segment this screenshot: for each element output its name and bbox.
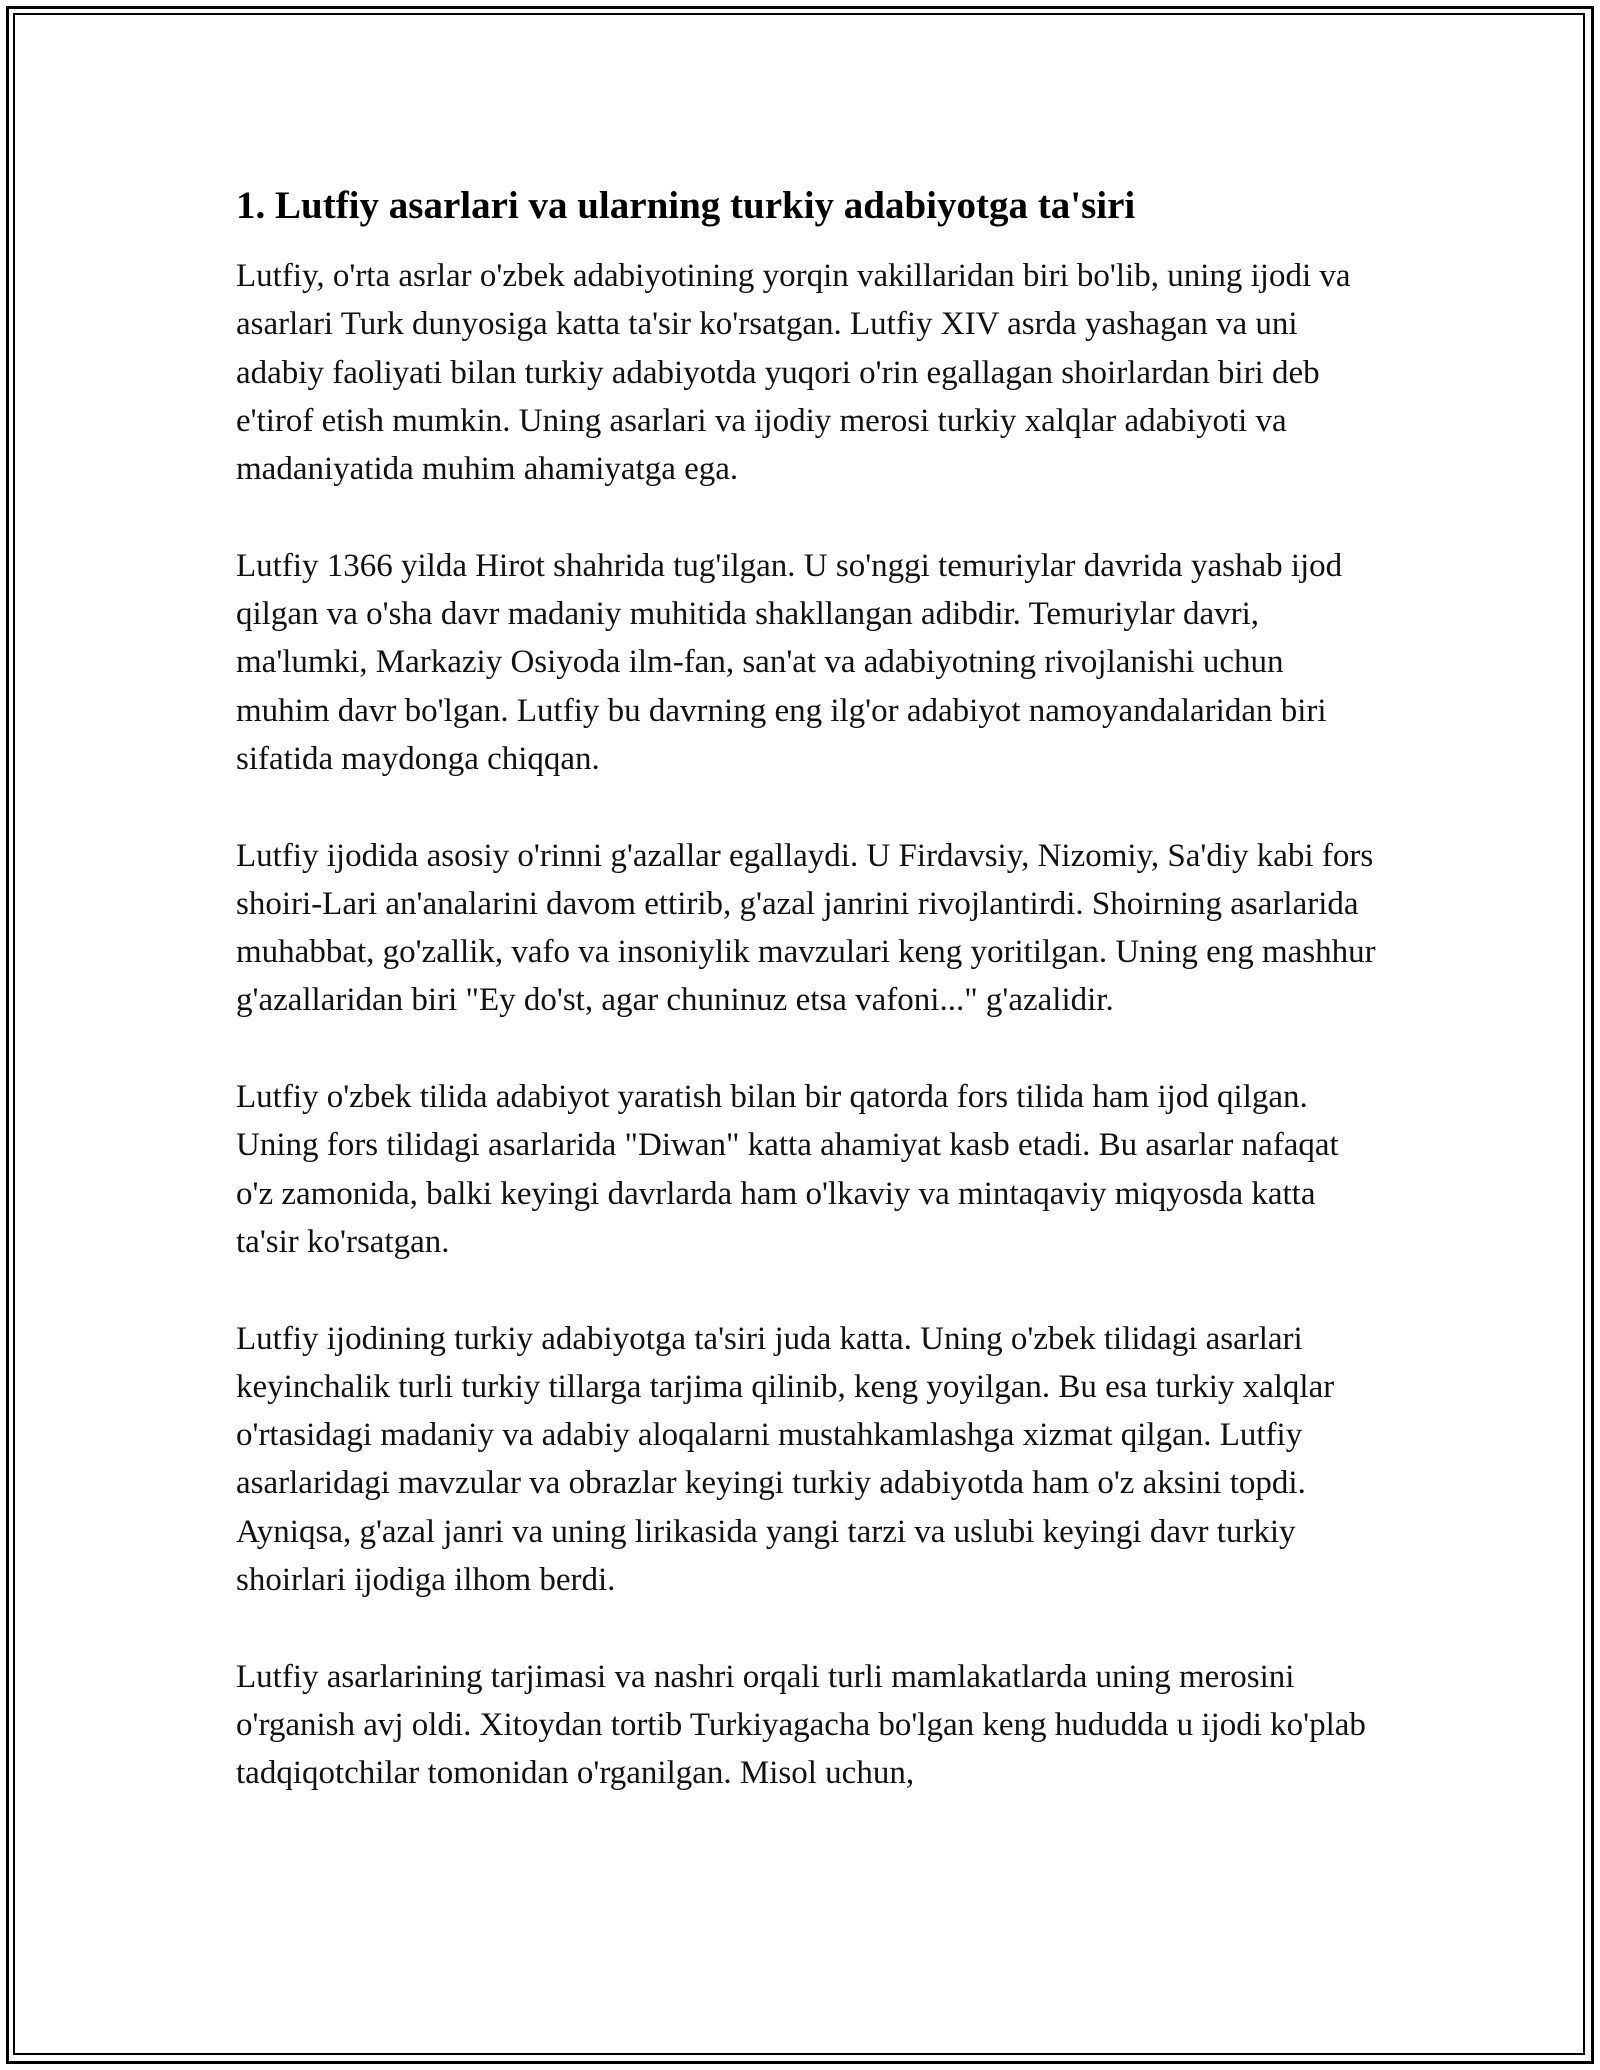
document-body — [236, 182, 1376, 1846]
paragraph-2: Lutfiy 1366 yilda Hirot shahrida tug'ilgan. U so'nggi temuriylar davrida yashab ijod qilgan va o'sha davr madaniy muhitida shakllangan adibdir. Temuriylar davri, ma'lumki, Markaziy Osiyoda ilm-fan, san'at va adabiyotning rivojlanishi uchun muhim davr bo'lgan. Lutfiy bu davrning eng ilg'or adabiyot namoyandalaridan biri sifatida maydonga chiqqan. — [236, 547, 1343, 777]
section-heading: 1. Lutfiy asarlari va ularning turkiy adabiyotga ta'siri — [236, 184, 1136, 227]
paragraph-3: Lutfiy ijodida asosiy o'rinni g'azallar egallaydi. U Firdavsiy, Nizomiy, Sa'diy kabi fors shoiri-Lari an'analarini davom ettirib, g'azal janrini rivojlantirdi. Shoirning asarlarida muhabbat, go'zallik, vafo va insoniylik mavzulari keng yoritilgan. Uning eng mashhur g'azallaridan biri "Ey do'st, agar chuninuz etsa vafoni..." g'azalidir. — [236, 837, 1376, 1019]
paragraph-4: Lutfiy o'zbek tilida adabiyot yaratish bilan bir qatorda fors tilida ham ijod qilgan. Uning fors tilidagi asarlarida "Diwan" katta ahamiyat kasb etadi. Bu asarlar nafaqat o'z zamonida, balki keyingi davrlarda ham o'lkaviy va mintaqaviy miqyosda katta ta'sir ko'rsatgan. — [236, 1079, 1339, 1260]
paragraph-1: Lutfiy, o'rta asrlar o'zbek adabiyotining yorqin vakillaridan biri bo'lib, uning ijodi va asarlari Turk dunyosiga katta ta'sir ko'rsatgan. Lutfiy XIV asrda yashagan va uni adabiy faoliyati bilan turkiy adabiyotda yuqori o'rin egallagan shoirlardan biri deb e'tirof etish mumkin. Uning asarlari va ijodiy merosi turkiy xalqlar adabiyoti va madaniyatida muhim ahamiyatga ega. — [236, 258, 1351, 488]
paragraph-6: Lutfiy asarlarining tarjimasi va nashri orqali turli mamlakatlarda uning merosini o'rganish avj oldi. Xitoydan tortib Turkiyagacha bo'lgan keng hududda u ijodi ko'plab tadqiqotchilar tomonidan o'rganilgan. Misol uchun, — [236, 1658, 1366, 1792]
paragraph-5: Lutfiy ijodining turkiy adabiyotga ta'siri juda katta. Uning o'zbek tilidagi asarlari keyinchalik turli turkiy tillarga tarjima qilinib, keng yoyilgan. Bu esa turkiy xalqlar o'rtasidagi madaniy va adabiy aloqalarni mustahkamlashga xizmat qilgan. Lutfiy asarlaridagi mavzular va obrazlar keyingi turkiy adabiyotda ham o'z aksini topdi. Ayniqsa, g'azal janri va uning lirikasida yangi tarzi va uslubi keyingi davr turkiy shoirlari ijodiga ilhom berdi. — [236, 1320, 1335, 1599]
